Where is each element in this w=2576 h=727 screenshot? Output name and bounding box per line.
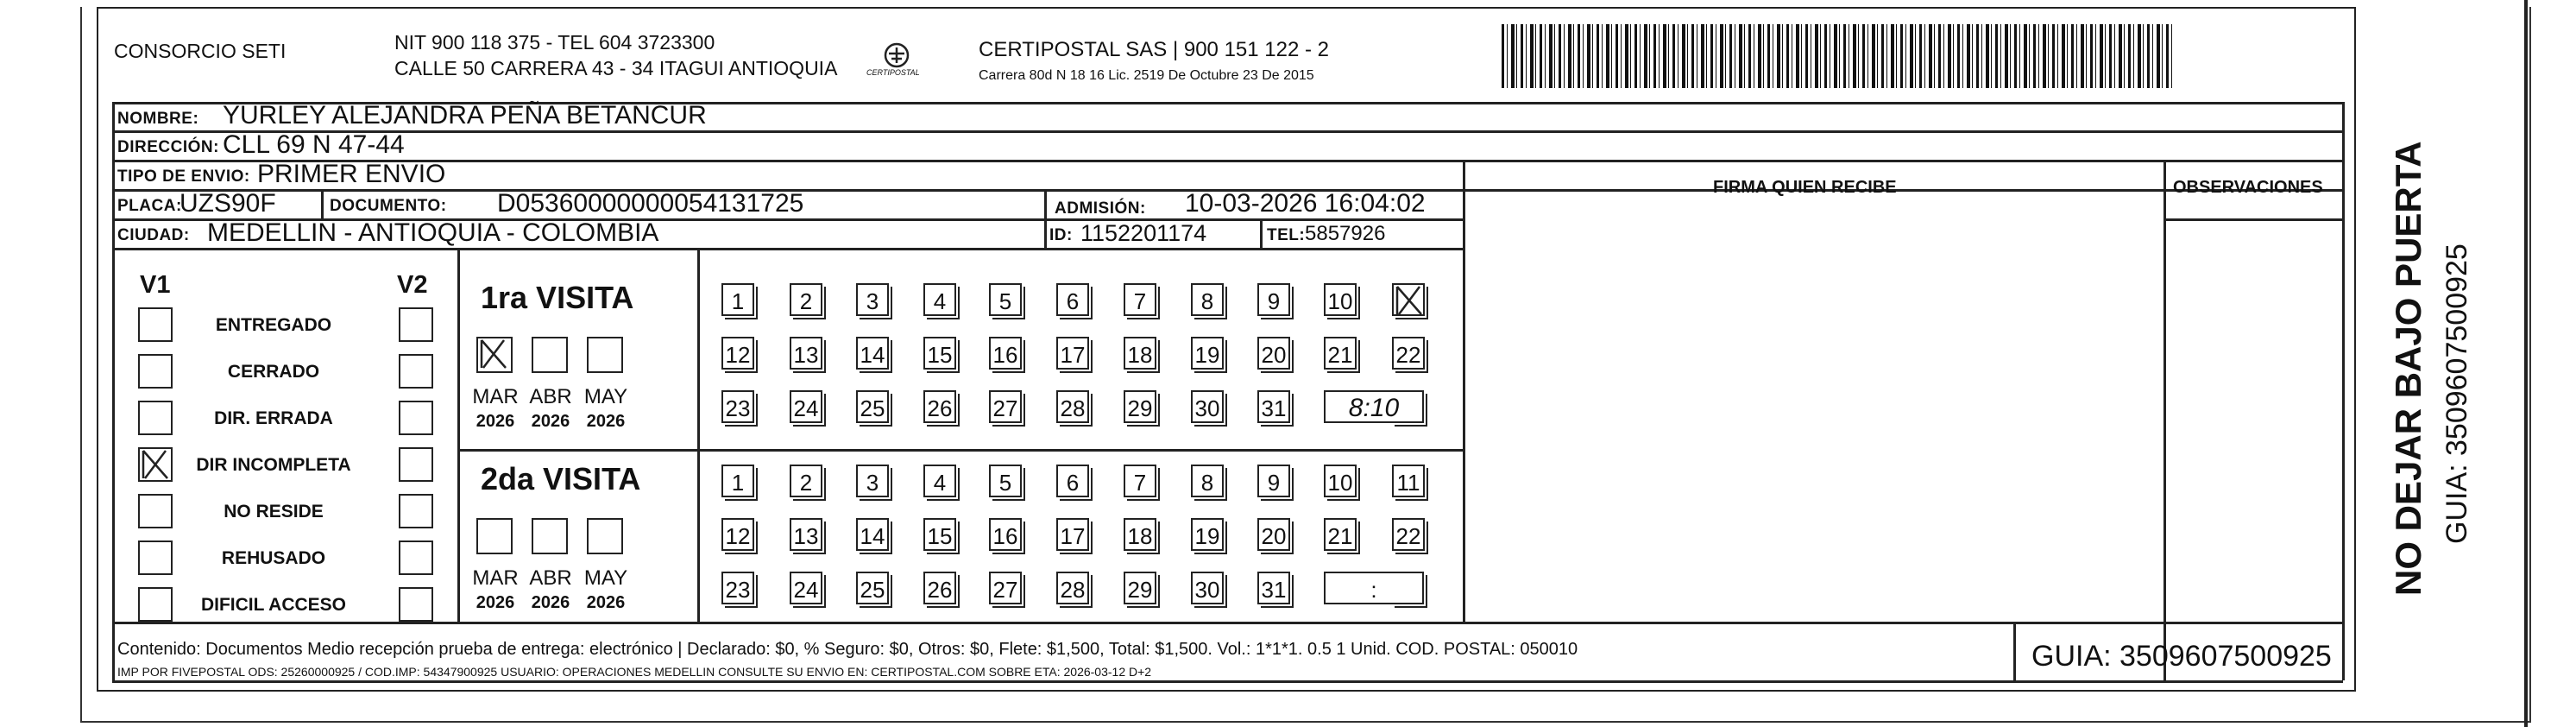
id-label: ID:: [1049, 226, 1073, 244]
day-box[interactable]: [1056, 283, 1089, 316]
day-box[interactable]: [1191, 518, 1224, 551]
day-number: 29: [1127, 577, 1153, 603]
time-box[interactable]: [1324, 572, 1424, 604]
year-label: 2026: [531, 412, 570, 431]
admission-value: 10-03-2026 16:04:02: [1185, 189, 1426, 218]
day-number: 22: [1395, 342, 1421, 368]
type-label: TIPO DE ENVIO:: [117, 168, 250, 186]
rule: [2342, 102, 2345, 680]
company-name: CONSORCIO SETI: [114, 40, 287, 62]
day-box[interactable]: [1191, 337, 1224, 370]
v2-label: V2: [397, 271, 428, 299]
month-label: MAR: [472, 566, 519, 590]
no-dejar-warning: NO DEJAR BAJO PUERTA: [2388, 141, 2428, 596]
day-box[interactable]: [1056, 572, 1089, 604]
day-box[interactable]: [1191, 465, 1224, 497]
day-number: 6: [1066, 470, 1080, 496]
day-box[interactable]: [1124, 337, 1156, 370]
rule: [112, 102, 115, 680]
x-mark-icon: [1392, 283, 1427, 318]
day-number: 23: [725, 395, 751, 421]
day-box[interactable]: [790, 572, 822, 604]
day-box[interactable]: [1257, 283, 1290, 316]
id-value: 1152201174: [1080, 220, 1207, 246]
day-number: 4: [933, 470, 947, 496]
day-box[interactable]: [856, 572, 889, 604]
day-number: 3: [866, 288, 879, 314]
day-number: 4: [933, 288, 947, 314]
day-number: 11: [1396, 470, 1420, 496]
day-number: 16: [992, 523, 1018, 549]
day-number: 19: [1194, 523, 1220, 549]
time-value: :: [1370, 577, 1377, 603]
rule: [112, 130, 2343, 133]
month-checkbox[interactable]: [532, 337, 568, 373]
day-number: 2: [799, 288, 813, 314]
day-number: 25: [860, 395, 885, 421]
nit-line: NIT 900 118 375 - TEL 604 3723300: [394, 31, 715, 54]
day-number: 26: [927, 577, 953, 603]
day-number: 7: [1133, 470, 1147, 496]
status-v1-checkbox[interactable]: [138, 447, 173, 482]
day-number: 17: [1060, 342, 1086, 368]
day-box[interactable]: [1257, 337, 1290, 370]
day-number: 20: [1261, 342, 1287, 368]
status-v2-checkbox[interactable]: [399, 307, 433, 342]
day-number: 25: [860, 577, 885, 603]
day-number: 17: [1060, 523, 1086, 549]
day-box[interactable]: [721, 337, 754, 370]
day-box[interactable]: [989, 390, 1022, 423]
admission-label: ADMISIÓN:: [1055, 199, 1146, 218]
type-value: PRIMER ENVIO: [257, 160, 446, 188]
day-box[interactable]: [1257, 518, 1290, 551]
day-box[interactable]: [1257, 390, 1290, 423]
visit2-months: [473, 518, 680, 630]
day-number: 28: [1060, 395, 1086, 421]
year-label: 2026: [531, 593, 570, 612]
day-number: 8: [1200, 288, 1214, 314]
day-box[interactable]: [790, 337, 822, 370]
day-number: 13: [793, 342, 819, 368]
rule: [457, 248, 460, 622]
status-v1-checkbox[interactable]: [138, 354, 173, 389]
day-number: 31: [1261, 577, 1287, 603]
rule: [321, 189, 324, 218]
city-label: CIUDAD:: [117, 226, 190, 244]
day-box[interactable]: [856, 337, 889, 370]
day-number: 27: [992, 577, 1018, 603]
visit1-title: 1ra VISITA: [481, 280, 634, 315]
day-box[interactable]: [989, 283, 1022, 316]
day-box[interactable]: [1124, 518, 1156, 551]
footer-guia: GUIA: 3509607500925: [2031, 640, 2332, 673]
day-number: 14: [860, 523, 885, 549]
day-number: 18: [1127, 342, 1153, 368]
visit2-days: [721, 465, 1446, 637]
status-v2-checkbox[interactable]: [399, 541, 433, 575]
rule: [1044, 189, 1047, 248]
month-label: ABR: [529, 385, 572, 408]
day-box[interactable]: [1056, 465, 1089, 497]
status-label: DIR INCOMPLETA: [196, 455, 351, 475]
month-checkbox[interactable]: [587, 337, 623, 373]
day-box[interactable]: [1056, 390, 1089, 423]
visit2-title: 2da VISITA: [481, 461, 641, 496]
day-box[interactable]: [856, 283, 889, 316]
year-label: 2026: [586, 593, 626, 612]
day-box[interactable]: [1392, 465, 1425, 497]
day-box[interactable]: [1124, 465, 1156, 497]
visit1-months: [473, 337, 680, 449]
tel-label: TEL:: [1267, 226, 1306, 244]
rule: [1260, 218, 1263, 248]
day-number: 24: [793, 395, 819, 421]
day-number: 9: [1267, 470, 1281, 496]
day-box[interactable]: [923, 572, 956, 604]
rule: [2013, 622, 2016, 680]
day-box[interactable]: [1324, 465, 1357, 497]
status-v2-checkbox[interactable]: [399, 587, 433, 622]
day-box[interactable]: [923, 390, 956, 423]
observations-area[interactable]: [2166, 220, 2340, 619]
visit1-days: [721, 283, 1446, 456]
status-v1-checkbox[interactable]: [138, 587, 173, 622]
day-number: 18: [1127, 523, 1153, 549]
status-label: DIR. ERRADA: [214, 408, 333, 428]
day-number: 8: [1200, 470, 1214, 496]
x-mark-icon: [138, 447, 173, 482]
status-v2-checkbox[interactable]: [399, 447, 433, 482]
day-box[interactable]: [721, 283, 754, 316]
status-label: CERRADO: [227, 362, 320, 382]
signature-area[interactable]: [1465, 220, 2161, 619]
day-number: 30: [1194, 577, 1220, 603]
time-box[interactable]: [1324, 390, 1424, 423]
day-box[interactable]: [1124, 572, 1156, 604]
status-label: DIFICIL ACCESO: [200, 595, 346, 615]
status-v2-checkbox[interactable]: [399, 401, 433, 435]
document-value: D05360000000054131725: [497, 189, 804, 218]
day-number: 29: [1127, 395, 1153, 421]
status-label: NO RESIDE: [224, 502, 324, 522]
month-label: ABR: [529, 566, 572, 590]
status-v1-checkbox[interactable]: [138, 541, 173, 575]
name-value: YURLEY ALEJANDRA PEÑA BETANCUR: [223, 101, 707, 130]
day-box[interactable]: [721, 518, 754, 551]
day-box[interactable]: [989, 518, 1022, 551]
day-number: 21: [1327, 523, 1353, 549]
rule: [457, 449, 1463, 452]
day-number: 2: [799, 470, 813, 496]
certipostal-line: CERTIPOSTAL SAS | 900 151 122 - 2: [979, 38, 1329, 61]
side-guia: GUIA: 3509607500925: [2441, 243, 2473, 544]
day-number: 12: [725, 342, 751, 368]
month-checkbox[interactable]: [587, 518, 623, 554]
rule: [112, 248, 1463, 250]
city-value: MEDELLIN - ANTIOQUIA - COLOMBIA: [207, 218, 659, 247]
day-number: 27: [992, 395, 1018, 421]
address-line: CALLE 50 CARRERA 43 - 34 ITAGUI ANTIOQUIA: [394, 57, 838, 79]
day-number: 22: [1395, 523, 1421, 549]
day-box[interactable]: [790, 465, 822, 497]
day-box[interactable]: [1324, 518, 1357, 551]
day-box[interactable]: [721, 390, 754, 423]
day-number: 1: [731, 288, 745, 314]
address-value: CLL 69 N 47-44: [223, 130, 405, 159]
year-label: 2026: [476, 593, 515, 612]
observations-label: OBSERVACIONES: [2173, 178, 2323, 197]
day-number: 7: [1133, 288, 1147, 314]
tel-value: 5857926: [1305, 222, 1386, 245]
day-number: 15: [927, 342, 953, 368]
day-box[interactable]: [856, 465, 889, 497]
day-number: 21: [1327, 342, 1353, 368]
address-label: DIRECCIÓN:: [117, 138, 219, 156]
day-number: 20: [1261, 523, 1287, 549]
day-number: 6: [1066, 288, 1080, 314]
logo-text: CERTIPOSTAL: [866, 68, 920, 77]
day-number: 5: [998, 288, 1012, 314]
rule: [697, 248, 700, 622]
day-box[interactable]: [1392, 283, 1425, 316]
day-box[interactable]: [923, 283, 956, 316]
month-label: MAR: [472, 385, 519, 408]
status-label: REHUSADO: [221, 548, 326, 568]
day-number: 9: [1267, 288, 1281, 314]
v1-label: V1: [140, 271, 171, 299]
day-number: 3: [866, 470, 879, 496]
day-box[interactable]: [1056, 518, 1089, 551]
status-label: ENTREGADO: [215, 315, 332, 335]
rule: [112, 160, 2343, 162]
day-number: 14: [860, 342, 885, 368]
day-number: 26: [927, 395, 953, 421]
day-box[interactable]: [721, 465, 754, 497]
day-number: 13: [793, 523, 819, 549]
year-label: 2026: [476, 412, 515, 431]
signature-label: FIRMA QUIEN RECIBE: [1713, 178, 1897, 197]
day-box[interactable]: [1191, 572, 1224, 604]
status-v2-checkbox[interactable]: [399, 354, 433, 389]
certipostal-subline: Carrera 80d N 18 16 Lic. 2519 De Octubre 23 De 2015: [979, 68, 1314, 83]
document-label: DOCUMENTO:: [330, 197, 447, 215]
day-box[interactable]: [1191, 283, 1224, 316]
day-box[interactable]: [1257, 465, 1290, 497]
day-box[interactable]: [923, 465, 956, 497]
day-number: 5: [998, 470, 1012, 496]
status-v1-checkbox[interactable]: [138, 494, 173, 528]
day-number: 10: [1327, 288, 1353, 314]
rule: [112, 680, 2343, 683]
day-box[interactable]: [1056, 337, 1089, 370]
month-label: MAY: [583, 385, 628, 408]
day-box[interactable]: [790, 518, 822, 551]
plate-value: UZS90F: [180, 189, 276, 218]
day-number: 24: [793, 577, 819, 603]
day-number: 31: [1261, 395, 1287, 421]
day-box[interactable]: [1324, 283, 1357, 316]
year-label: 2026: [586, 412, 626, 431]
status-v1-checkbox[interactable]: [138, 307, 173, 342]
day-box[interactable]: [1257, 572, 1290, 604]
day-number: 19: [1194, 342, 1220, 368]
day-number: 30: [1194, 395, 1220, 421]
time-value: 8:10: [1348, 394, 1400, 422]
barcode: [1502, 24, 2175, 88]
day-box[interactable]: [989, 465, 1022, 497]
day-box[interactable]: [721, 572, 754, 604]
day-number: 1: [731, 470, 745, 496]
content-line: Contenido: Documentos Medio recepción prueba de entrega: electrónico | Declarado: $0, % Seguro: $0, Otros: $0, Flete: $1,500, Total: $1,500. Vol.: 1*1*1. 0.5 1 Unid. COD. POSTAL: 050010: [117, 640, 1578, 659]
scan-edge: [2524, 0, 2528, 727]
day-box[interactable]: [923, 337, 956, 370]
day-box[interactable]: [1124, 390, 1156, 423]
x-mark-icon: [476, 337, 511, 371]
day-box[interactable]: [989, 337, 1022, 370]
day-number: 16: [992, 342, 1018, 368]
day-number: 28: [1060, 577, 1086, 603]
day-number: 23: [725, 577, 751, 603]
day-box[interactable]: [1324, 337, 1357, 370]
month-checkbox[interactable]: [476, 518, 513, 554]
day-number: 12: [725, 523, 751, 549]
day-box[interactable]: [989, 572, 1022, 604]
day-box[interactable]: [856, 390, 889, 423]
day-box[interactable]: [923, 518, 956, 551]
day-box[interactable]: [1392, 337, 1425, 370]
status-list: [129, 299, 449, 618]
imp-line: IMP POR FIVEPOSTAL ODS: 25260000925 / COD.IMP: 54347900925 USUARIO: OPERACIONES MEDELLIN CONSULTE SU ENVIO EN: CERTIPOSTAL.COM SOBRE ETA: 2026-03-12 D+2: [117, 665, 1152, 679]
day-box[interactable]: [1392, 518, 1425, 551]
month-checkbox[interactable]: [532, 518, 568, 554]
day-box[interactable]: [1124, 283, 1156, 316]
day-number: 15: [927, 523, 953, 549]
status-v2-checkbox[interactable]: [399, 494, 433, 528]
day-number: 10: [1327, 470, 1353, 496]
month-label: MAY: [583, 566, 628, 590]
name-label: NOMBRE:: [117, 110, 199, 128]
day-box[interactable]: [790, 390, 822, 423]
day-box[interactable]: [856, 518, 889, 551]
month-checkbox[interactable]: [476, 337, 513, 373]
status-v1-checkbox[interactable]: [138, 401, 173, 435]
day-box[interactable]: [790, 283, 822, 316]
plate-label: PLACA:: [117, 197, 182, 215]
day-box[interactable]: [1191, 390, 1224, 423]
